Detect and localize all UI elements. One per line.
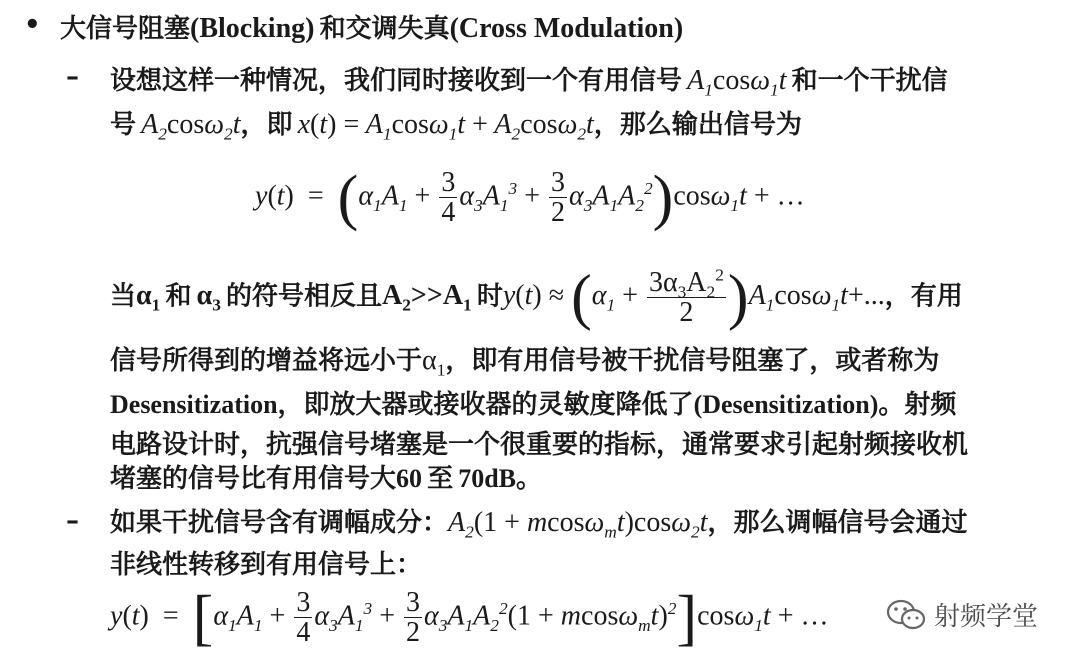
am-interferer-expr: $A_2(1 + mcos\omega_mt)\cos\omega_2t$ (448, 507, 708, 542)
input-expr: $x(t) = A_1\cos\omega_1t + A_2\cos\omega_2t$ (297, 109, 594, 144)
heading-lat-1: (Blocking) (190, 13, 315, 44)
para-line1 (110, 263, 963, 332)
alpha1: $\alpha_1$ (136, 280, 161, 315)
sub1-text-b: 和一个干扰信 (791, 66, 948, 96)
para-and: 和 (165, 281, 192, 312)
sub1-text-c: 号 (110, 110, 137, 140)
para-desens-1: Desensitization (110, 390, 278, 419)
para-desens-2: (Desensitization) (693, 390, 879, 419)
watermark (886, 596, 1038, 633)
sub-bullet-marker-2: – (66, 506, 79, 536)
para-line4-text: 电路设计时，抗强信号堵塞是一个很重要的指标，通常要求引起射频接收机 (110, 430, 969, 460)
heading-lat-2: (Cross Modulation) (449, 13, 684, 44)
sub2-line1 (110, 502, 968, 542)
sub2-text-c: 非线性转移到有用信号上： (110, 550, 423, 580)
wechat-icon (886, 598, 926, 632)
para-line5-a: 堵塞的信号比有用信号大 (110, 464, 397, 494)
para-line3 (110, 384, 956, 421)
approx-expr: $y(t) \approx (\alpha_1$ + $\frac{3\alpha_3A_2^2}{2}$ )$A_1\cos\omega_1t+$... (502, 263, 885, 332)
para-line5-to: 至 (427, 464, 454, 494)
interferer-expr: $A_2\cos\omega_2t$ (141, 109, 241, 144)
section-heading (60, 8, 683, 45)
para-line2-text: 信号所得到的增益将远小于 (110, 346, 423, 376)
para-when: 当 (110, 281, 137, 312)
para-useful: ，有用 (884, 281, 963, 312)
sub1-line1 (110, 60, 948, 100)
para-opp: 的符号相反且 (225, 281, 382, 312)
bullet-marker: • (24, 10, 41, 40)
para-time: 时 (476, 281, 503, 312)
watermark-text: 射频学堂 (934, 602, 1039, 632)
para-line2 (110, 340, 940, 380)
sub1-line2 (110, 104, 802, 144)
heading-cjk-2: 和交调失真 (319, 14, 450, 44)
para-line3-text: ，即放大器或接收器的灵敏度降低了 (277, 390, 694, 420)
para-line5-70db: 70dB (458, 464, 517, 493)
para-line5-end: 。 (516, 464, 543, 494)
para-line5-60: 60 (396, 464, 423, 493)
sub2-text-a: 如果干扰信号含有调幅成分： (110, 508, 449, 538)
para-line2-text-b: ，即有用信号被干扰信号阻塞了，或者称为 (445, 346, 940, 376)
useful-signal-expr: $A_1\cos\omega_1t$ (687, 65, 787, 100)
para-line3-end: 。射频 (878, 390, 957, 420)
sub1-text-d: ，即 (240, 110, 293, 140)
heading-cjk-1: 大信号阻塞 (60, 14, 191, 44)
alpha3: $\alpha_3$ (196, 280, 221, 315)
sub2-text-b: ，那么调幅信号会通过 (707, 508, 968, 538)
sub1-text-a: 设想这样一种情况，我们同时接收到一个有用信号 (110, 66, 683, 96)
sub-bullet-marker: – (66, 62, 79, 92)
para-line5 (110, 458, 542, 495)
output-equation-2: $y(t) = [\alpha_1A_1$ + $\frac{3}{4}$ $\alpha_3A_1^3$ + $\frac{3}{2}$ $\alpha_3A_1A_2^2(1 + mcos\omega_mt)^2]\cos\omega_1t$ + … (110, 583, 829, 652)
sub1-text-e: ，那么输出信号为 (593, 110, 802, 140)
para-cond: $A_2>>A_1$ (381, 280, 472, 315)
sub2-line2 (110, 544, 422, 581)
para-line4 (110, 424, 968, 461)
alpha1-b: $\alpha_1$ (422, 345, 446, 380)
output-equation-1: $y(t) = (\alpha_1A_1$ + $\frac{3}{4}$ $\alpha_3A_1^3$ + $\frac{3}{2}$ $\alpha_3A_1A_2^2)\cos\omega_1t$ + … (255, 163, 805, 232)
